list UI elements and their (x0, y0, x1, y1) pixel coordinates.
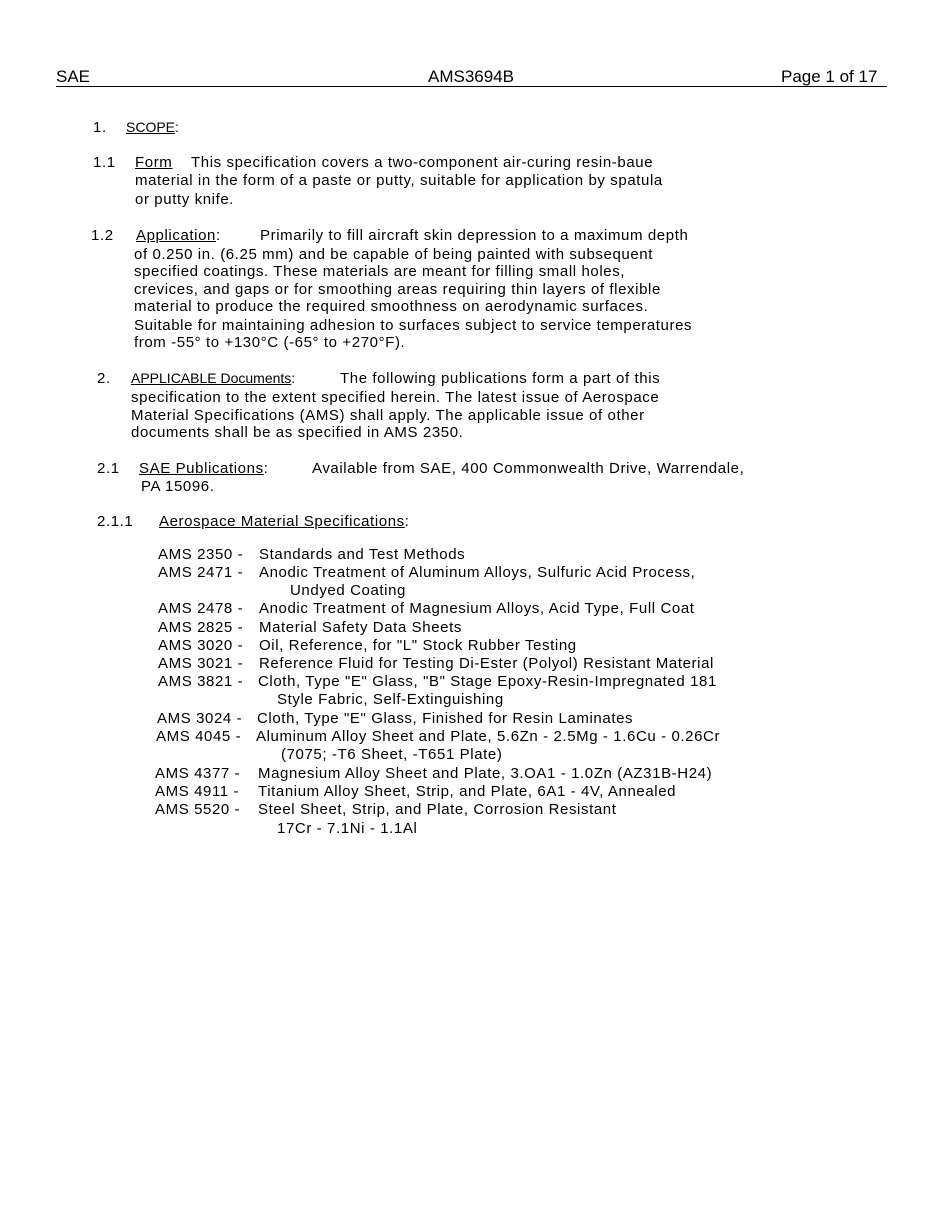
ams-description: Cloth, Type "E" Glass, "B" Stage Epoxy-Resin-Impregnated 181 (258, 673, 717, 690)
section-2-1-1-colon: : (404, 513, 410, 530)
ams-code: AMS 3821 - (158, 673, 244, 690)
section-1-2-title: Application (136, 227, 216, 244)
section-1-number: 1. (93, 119, 107, 136)
ams-description: Material Safety Data Sheets (259, 619, 462, 636)
ams-code: AMS 4377 - (155, 765, 241, 782)
section-1-2-line-6: Suitable for maintaining adhesion to surfaces subject to service temperatures (134, 317, 693, 334)
section-1-colon: : (175, 119, 179, 135)
header-rule (56, 86, 887, 87)
section-2-number: 2. (97, 370, 111, 387)
document-number: AMS3694B (428, 67, 514, 86)
ams-description-continued: Style Fabric, Self-Extinguishing (277, 691, 504, 708)
section-1-2-heading (136, 227, 221, 244)
ams-description-continued: (7075; -T6 Sheet, -T651 Plate) (281, 746, 503, 763)
section-1-2-colon: : (215, 227, 221, 244)
ams-description-continued: 17Cr - 7.1Ni - 1.1Al (277, 820, 418, 837)
section-2-1-1-heading (159, 513, 410, 530)
ams-description: Reference Fluid for Testing Di-Ester (Polyol) Resistant Material (259, 655, 714, 672)
ams-description: Anodic Treatment of Magnesium Alloys, Acid Type, Full Coat (259, 600, 695, 617)
ams-code: AMS 5520 - (155, 801, 241, 818)
section-2-1-title: SAE Publications (139, 460, 264, 477)
header-left: SAE (56, 67, 91, 86)
section-1-heading (126, 119, 179, 137)
ams-description: Standards and Test Methods (259, 546, 466, 563)
ams-code: AMS 3021 - (158, 655, 244, 672)
section-1-2-number: 1.2 (91, 227, 114, 244)
section-2-1-line-2: PA 15096. (141, 478, 215, 495)
section-1-2-line-4: crevices, and gaps or for smoothing areas requiring thin layers of flexible (134, 281, 661, 298)
section-1-2-line-5: material to produce the required smoothness on aerodynamic surfaces. (134, 298, 649, 315)
section-2-title: APPLICABLE Documents (131, 370, 292, 386)
section-2-line-1: The following publications form a part of this (340, 370, 661, 387)
ams-code: AMS 4045 - (156, 728, 242, 745)
section-2-1-colon: : (263, 460, 269, 477)
section-1-1-number: 1.1 (93, 154, 116, 171)
section-2-1-1-number: 2.1.1 (97, 513, 134, 530)
ams-description: Aluminum Alloy Sheet and Plate, 5.6Zn - 2.5Mg - 1.6Cu - 0.26Cr (256, 728, 721, 745)
section-1-1-line-1: This specification covers a two-component air-curing resin-baue (191, 154, 654, 171)
section-2-colon: : (291, 370, 296, 386)
ams-description: Titanium Alloy Sheet, Strip, and Plate, 6A1 - 4V, Annealed (258, 783, 677, 800)
ams-code: AMS 2478 - (158, 600, 244, 617)
page-indicator: Page 1 of 17 (781, 67, 878, 86)
ams-description-continued: Undyed Coating (290, 582, 406, 599)
ams-code: AMS 4911 - (155, 783, 240, 800)
section-2-1-heading (139, 460, 268, 477)
section-1-1-title: Form (135, 154, 173, 171)
ams-code: AMS 2825 - (158, 619, 244, 636)
ams-description: Cloth, Type "E" Glass, Finished for Resin Laminates (257, 710, 634, 727)
ams-description: Steel Sheet, Strip, and Plate, Corrosion Resistant (258, 801, 617, 818)
ams-code: AMS 3024 - (157, 710, 243, 727)
ams-code: AMS 3020 - (158, 637, 244, 654)
section-1-title: SCOPE (126, 119, 176, 135)
ams-code: AMS 2471 - (158, 564, 244, 581)
section-2-line-4: documents shall be as specified in AMS 2350. (131, 424, 464, 441)
section-1-2-line-2: of 0.250 in. (6.25 mm) and be capable of being painted with subsequent (134, 246, 653, 263)
section-2-1-1-title: Aerospace Material Specifications (159, 513, 405, 530)
section-1-2-line-3: specified coatings. These materials are meant for filling small holes, (134, 263, 626, 280)
ams-description: Oil, Reference, for "L" Stock Rubber Testing (259, 637, 577, 654)
section-2-1-line-1: Available from SAE, 400 Commonwealth Drive, Warrendale, (312, 460, 745, 477)
ams-description: Magnesium Alloy Sheet and Plate, 3.OA1 - 1.0Zn (AZ31B-H24) (258, 765, 713, 782)
section-2-heading (131, 370, 295, 388)
ams-code: AMS 2350 - (158, 546, 244, 563)
section-1-1-line-3: or putty knife. (135, 191, 235, 208)
ams-description: Anodic Treatment of Aluminum Alloys, Sulfuric Acid Process, (259, 564, 696, 581)
section-2-1-number: 2.1 (97, 460, 120, 477)
section-1-1-line-2: material in the form of a paste or putty, suitable for application by spatula (135, 172, 663, 189)
section-1-2-line-7: from -55° to +130°C (-65° to +270°F). (134, 334, 406, 351)
section-2-line-3: Material Specifications (AMS) shall apply. The applicable issue of other (131, 407, 645, 424)
section-1-2-line-1: Primarily to fill aircraft skin depression to a maximum depth (260, 227, 689, 244)
section-2-line-2: specification to the extent specified herein. The latest issue of Aerospace (131, 389, 660, 406)
